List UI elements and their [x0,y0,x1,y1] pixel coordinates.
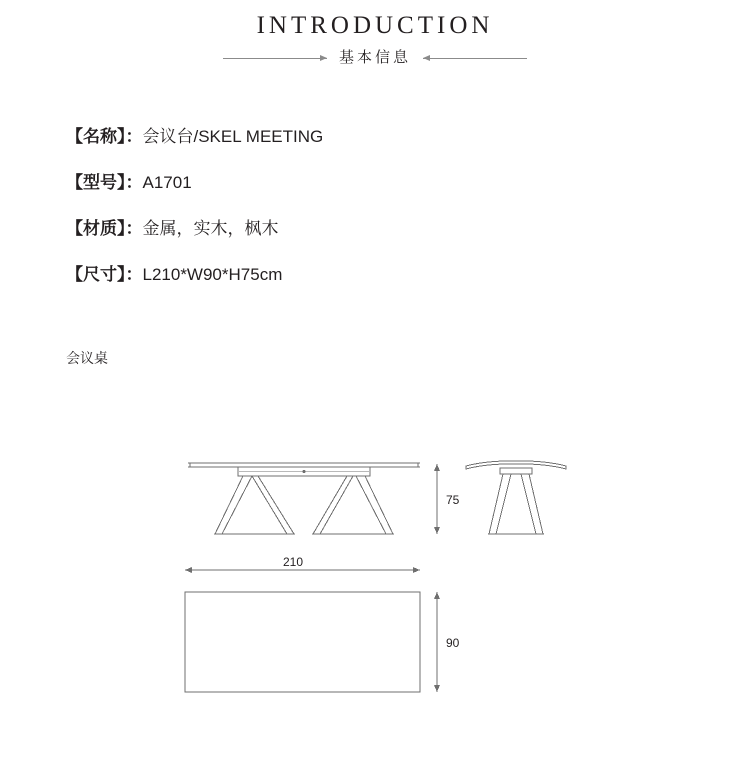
spec-value-model: A1701 [142,173,192,192]
dimension-height-label: 75 [446,493,460,507]
spec-label-size: 【尺寸】： [66,265,143,284]
page-title: INTRODUCTION [256,12,494,39]
spec-list [66,126,323,310]
technical-drawing [0,430,750,720]
divider-right-arrow [423,58,527,59]
spec-value-name: 会议台/SKEL MEETING [142,127,324,146]
page-subtitle: 基本信息 [338,49,411,66]
dimension-length-label: 210 [282,555,304,569]
spec-label-material: 【材质】： [66,219,143,238]
spec-value-material: 金属，实木，枫木 [142,219,279,238]
spec-row-name [66,126,323,148]
spec-value-size: L210*W90*H75cm [142,265,283,284]
page-header [0,0,750,68]
spec-label-name: 【名称】： [66,127,143,146]
section-caption: 会议桌 [66,350,108,366]
divider-left-arrow [223,58,327,59]
spec-label-model: 【型号】： [66,173,143,192]
spec-row-material [66,218,323,240]
spec-row-model [66,172,323,194]
spec-row-size [66,264,323,286]
dimension-width-label: 90 [446,636,460,650]
page-subtitle-row [0,48,750,68]
